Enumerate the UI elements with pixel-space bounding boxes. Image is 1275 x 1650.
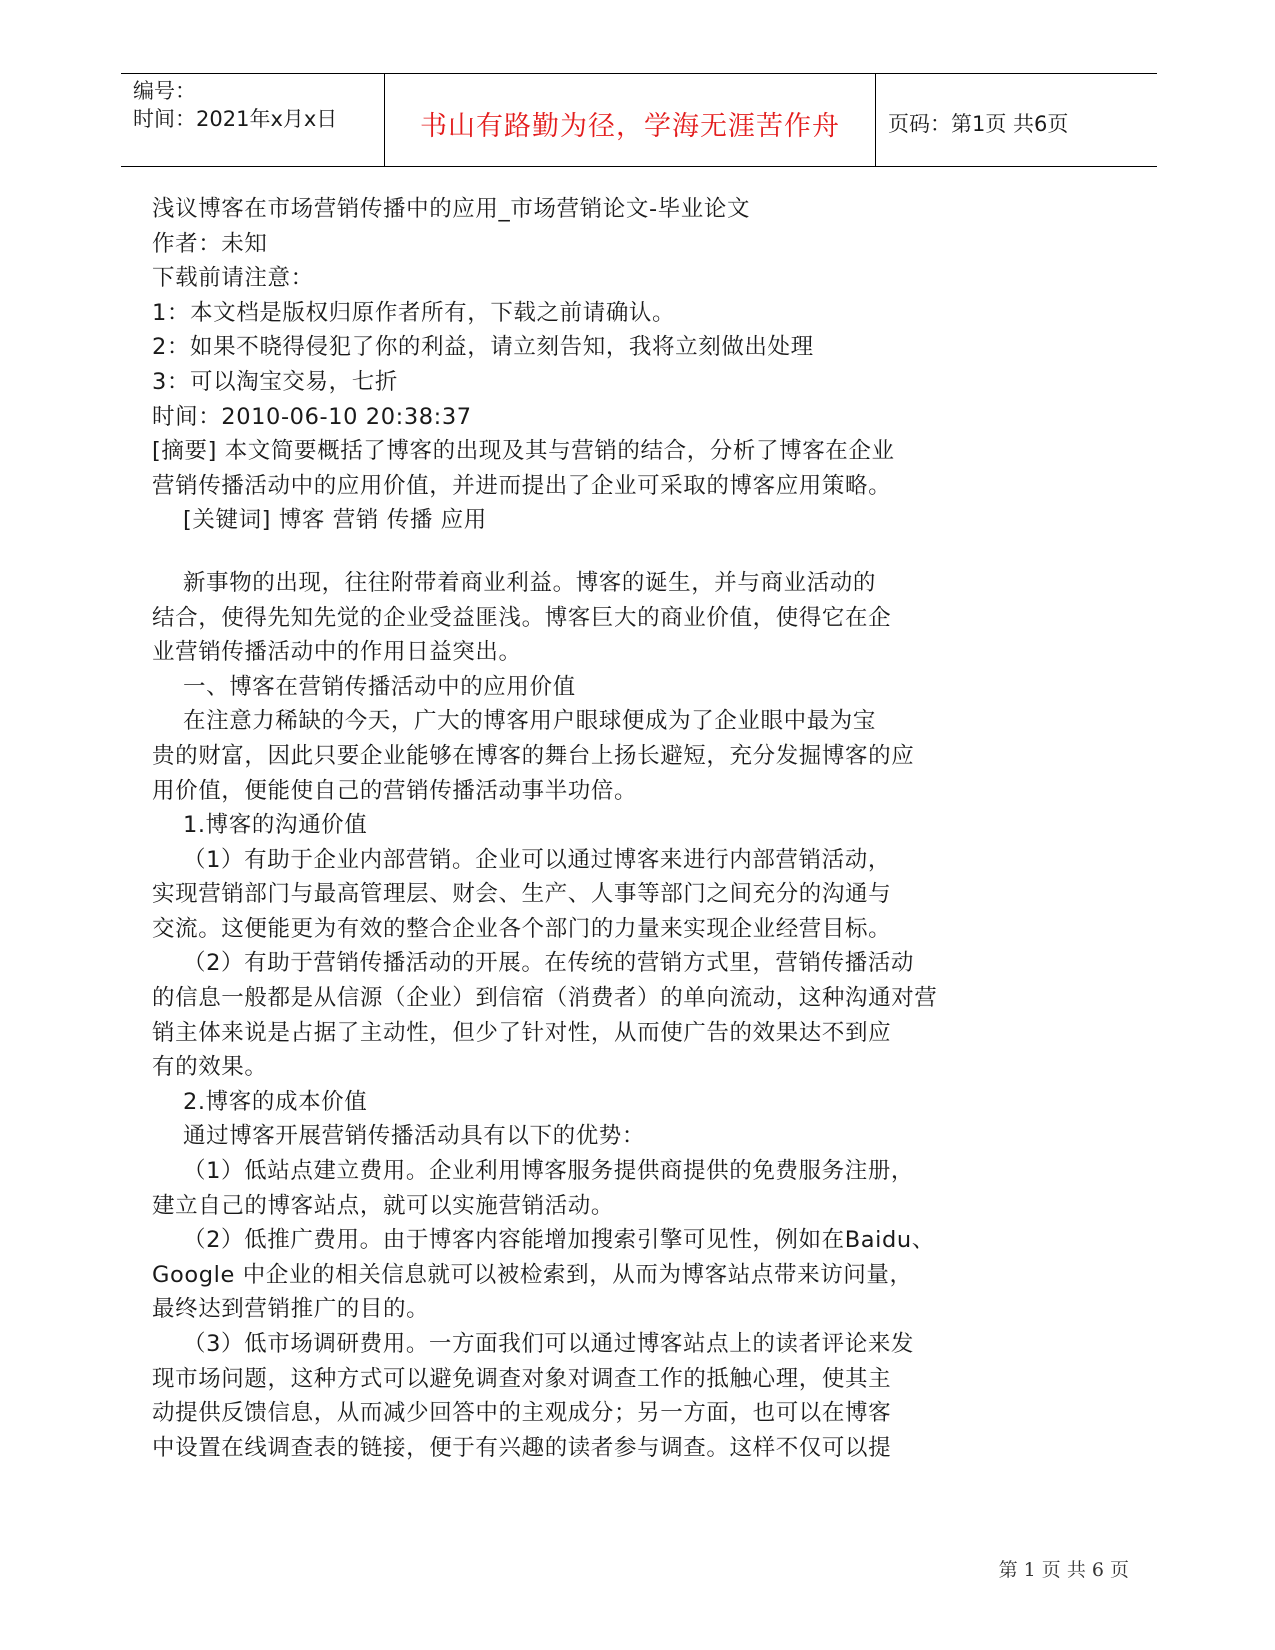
body-line: Google 中企业的相关信息就可以被检索到，从而为博客站点带来访问量， [152, 1261, 913, 1288]
body-line: 交流。这便能更为有效的整合企业各个部门的力量来实现企业经营目标。 [152, 915, 892, 942]
body-line: （1）低站点建立费用。企业利用博客服务提供商提供的免费服务注册， [152, 1158, 915, 1185]
header-motto-cell [384, 74, 876, 166]
body-line: 新事物的出现，往往附带着商业利益。博客的诞生，并与商业活动的 [152, 569, 877, 596]
page-footer: 第 1 页 共 6 页 [998, 1559, 1129, 1581]
body-line: 用价值，便能使自己的营销传播活动事半功倍。 [152, 777, 638, 804]
paragraph-gap [152, 538, 972, 566]
body-line: 2：如果不晓得侵犯了你的利益，请立刻告知，我将立刻做出处理 [152, 334, 814, 361]
body-line: 下载前请注意： [152, 265, 314, 292]
document-body [152, 192, 972, 1465]
body-line: 2.博客的成本价值 [152, 1088, 368, 1115]
body-line: （3）低市场调研费用。一方面我们可以通过博客站点上的读者评论来发 [152, 1331, 915, 1357]
body-line: （2）低推广费用。由于博客内容能增加搜索引擎可见性，例如在Baidu、 [152, 1227, 935, 1254]
body-line: 营销传播活动中的应用价值，并进而提出了企业可采取的博客应用策略。 [152, 472, 892, 499]
body-line: （1）有助于企业内部营销。企业可以通过博客来进行内部营销活动， [152, 846, 891, 873]
header-motto: 书山有路勤为径，学海无涯苦作舟 [420, 111, 840, 142]
body-line: 浅议博客在市场营销传播中的应用_市场营销论文-毕业论文 [152, 196, 751, 222]
body-line: 一、博客在营销传播活动中的应用价值 [152, 673, 576, 700]
body-line: 的信息一般都是从信源（企业）到信宿（消费者）的单向流动，这种沟通对营 [152, 985, 938, 1012]
body-line: 结合，使得先知先觉的企业受益匪浅。博客巨大的商业价值，使得它在企 [152, 604, 892, 631]
body-line: 通过博客开展营销传播活动具有以下的优势： [152, 1123, 646, 1150]
header-page-cell [876, 74, 1157, 166]
body-line: 业营销传播活动中的作用日益突出。 [152, 639, 522, 666]
body-line: 时间：2010-06-10 20:38:37 [152, 403, 472, 430]
header-info-cell [121, 74, 384, 166]
body-line: 建立自己的博客站点，就可以实施营销活动。 [152, 1192, 615, 1219]
header-page-code: 页码：第1页 共6页 [888, 112, 1069, 136]
body-line: 作者：未知 [152, 230, 268, 257]
body-line: 1.博客的沟通价值 [152, 812, 368, 839]
document-time-label: 时间：2021年x月x日 [133, 107, 338, 131]
body-line: 中设置在线调查表的链接，便于有兴趣的读者参与调查。这样不仅可以提 [152, 1434, 892, 1461]
body-line: 1：本文档是版权归原作者所有，下载之前请确认。 [152, 299, 676, 326]
body-line: 有的效果。 [152, 1054, 268, 1081]
document-number-label: 编号： [133, 79, 196, 103]
body-line: 动提供反馈信息，从而减少回答中的主观成分；另一方面，也可以在博客 [152, 1400, 892, 1427]
body-line: 3：可以淘宝交易，七折 [152, 368, 398, 395]
body-line: 贵的财富，因此只要企业能够在博客的舞台上扬长避短，充分发掘博客的应 [152, 742, 915, 769]
body-line: 现市场问题，这种方式可以避免调查对象对调查工作的抵触心理，使其主 [152, 1365, 892, 1392]
header-table [121, 73, 1157, 167]
body-line: 实现营销部门与最高管理层、财会、生产、人事等部门之间充分的沟通与 [152, 881, 892, 908]
body-line: （2）有助于营销传播活动的开展。在传统的营销方式里，营销传播活动 [152, 950, 915, 977]
body-line: 销主体来说是占据了主动性，但少了针对性，从而使广告的效果达不到应 [152, 1019, 892, 1046]
body-line: [关键词] 博客 营销 传播 应用 [152, 507, 487, 534]
body-line: 在注意力稀缺的今天，广大的博客用户眼球便成为了企业眼中最为宝 [152, 708, 877, 735]
body-line: 最终达到营销推广的目的。 [152, 1296, 430, 1323]
body-line: [摘要] 本文简要概括了博客的出现及其与营销的结合，分析了博客在企业 [152, 438, 895, 465]
